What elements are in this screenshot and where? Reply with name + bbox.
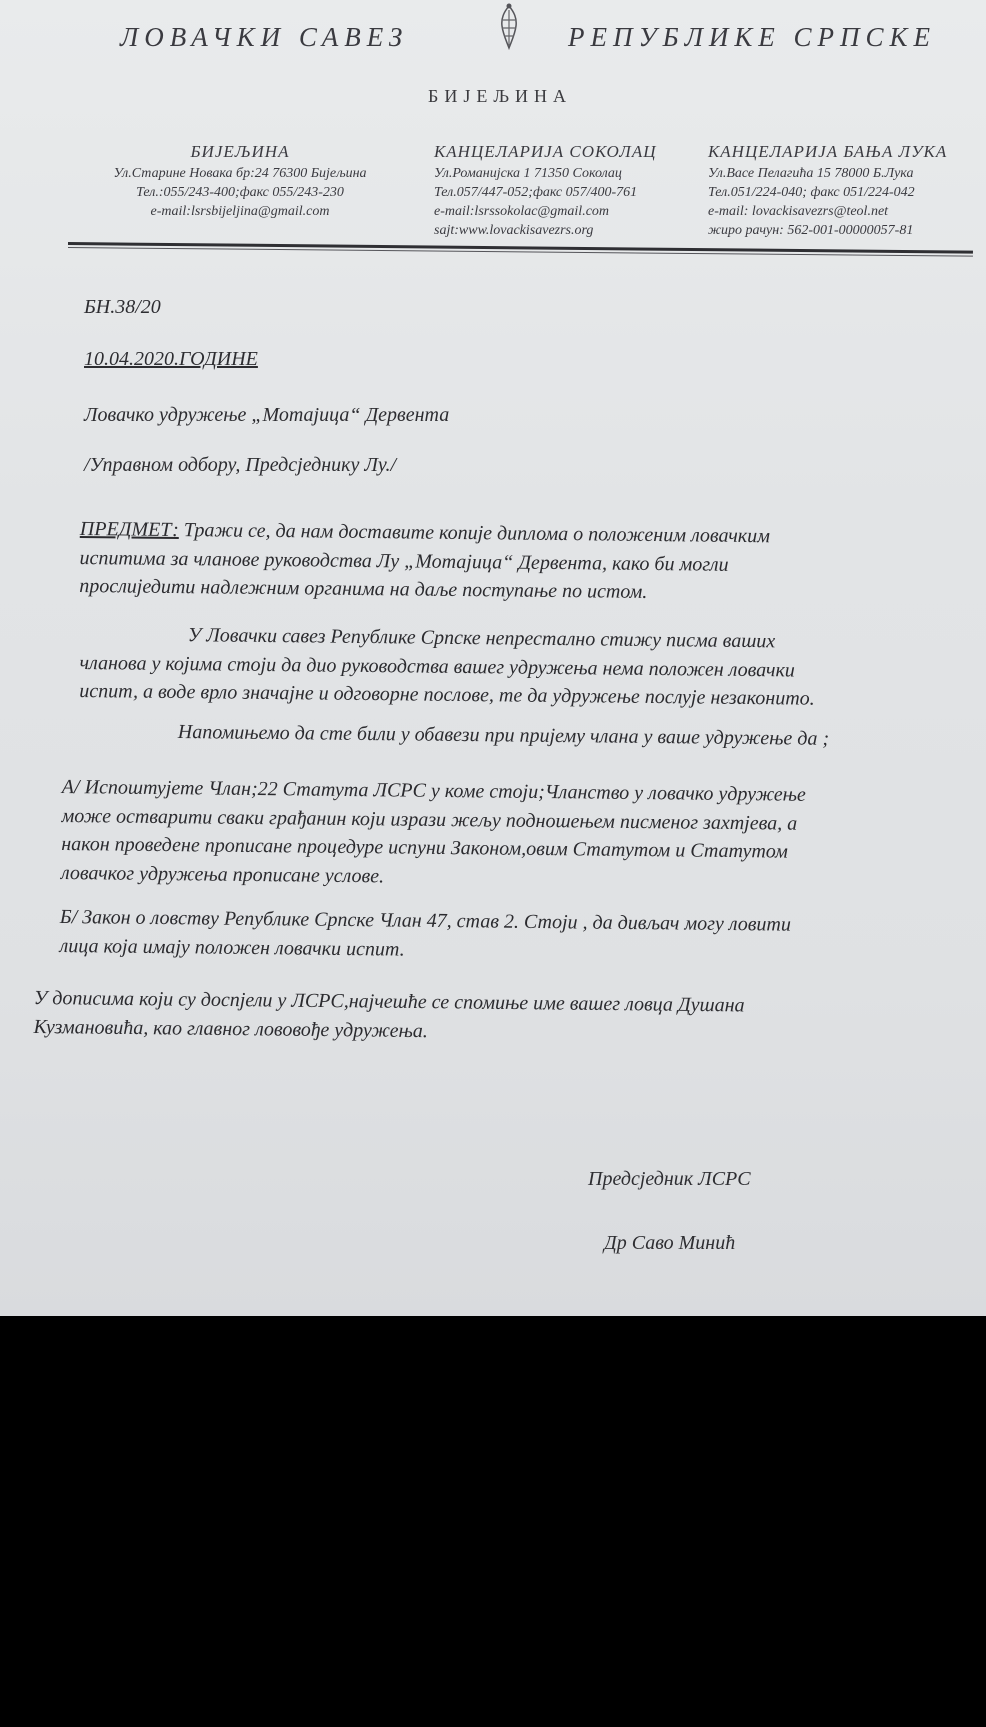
office-email: e-mail: lovackisavezrs@teol.net bbox=[708, 204, 889, 219]
letterhead-org-left: ЛОВАЧКИ САВЕЗ bbox=[120, 22, 409, 52]
subject-line: Тражи се, да нам доставите копије диплома о положеним ловачким bbox=[178, 519, 771, 548]
paragraph-b bbox=[59, 903, 900, 969]
letterhead-city: БИЈЕЉИНА bbox=[428, 86, 573, 106]
paragraph-1 bbox=[79, 620, 920, 714]
subject-line: прослиједити надлежним органима на даље поступање по истом. bbox=[79, 574, 648, 603]
paragraph-line: након проведене прописане процедуре испуни Законом,овим Статутом и Статутом bbox=[61, 832, 788, 863]
paragraph-line: У Ловачки савез Републике Српске непрестално стижу писма ваших bbox=[187, 624, 776, 653]
letterhead-org-right: РЕПУБЛИКЕ СРПСКЕ bbox=[568, 22, 936, 52]
office-phone: Тел.051/224-040; факс 051/224-042 bbox=[708, 185, 915, 200]
paragraph-line: Напомињемо да сте били у обавези при пријему члана у ваше удружење да ; bbox=[177, 720, 830, 750]
office-bijeljina bbox=[80, 142, 400, 221]
paragraph-line: лица која имају положен ловачки испит. bbox=[59, 934, 405, 961]
office-title: БИЈЕЉИНА bbox=[190, 142, 290, 161]
subject-line: испитима за чланове руководства Лу „Мотајица“ Дервента, како би могли bbox=[79, 546, 729, 576]
paragraph-c bbox=[33, 984, 874, 1050]
paragraph-line: испит, а воде врло значајне и одговорне послове, те да удружење послује незаконито. bbox=[79, 679, 815, 710]
paragraph-a bbox=[61, 773, 902, 896]
signature-name: Др Саво Минић bbox=[604, 1232, 736, 1254]
office-phone: Тел.057/447-052;факс 057/400-761 bbox=[434, 185, 638, 200]
signature-title: Предсједник ЛСРС bbox=[588, 1168, 751, 1190]
office-title: КАНЦЕЛАРИЈА СОКОЛАЦ bbox=[434, 142, 657, 161]
office-website: sajt:www.lovackisavezrs.org bbox=[434, 223, 594, 238]
office-address: Ул.Старине Новака бр:24 76300 Бијељина bbox=[113, 166, 367, 181]
subject-label: ПРЕДМЕТ: bbox=[79, 517, 179, 542]
paragraph-line: А/ Испоштујете Члан;22 Статута ЛСРС у коме стоји;Чланство у ловачко удружење bbox=[61, 775, 806, 806]
office-banja-luka bbox=[708, 142, 947, 240]
office-sokolac bbox=[434, 142, 657, 240]
office-email: e-mail:lsrssokolac@gmail.com bbox=[434, 204, 610, 219]
paragraph-2 bbox=[178, 718, 938, 754]
paragraph-line: У дописима који су доспјели у ЛСРС,најчешће се спомиње име вашег ловца Душана bbox=[33, 986, 745, 1017]
document-date: 10.04.2020.ГОДИНЕ bbox=[84, 348, 258, 370]
recipient-sub: /Управном одбору, Предсједнику Лу./ bbox=[84, 454, 397, 476]
office-address: Ул.Васе Пелагића 15 78000 Б.Лука bbox=[708, 166, 914, 181]
office-phone: Тел.:055/243-400;факс 055/243-230 bbox=[136, 185, 344, 200]
paragraph-line: може остварити сваки грађанин који изрази жељу подношењем писменог захтјева, а bbox=[61, 804, 798, 835]
office-email: e-mail:lsrsbijeljina@gmail.com bbox=[150, 204, 330, 219]
office-title: КАНЦЕЛАРИЈА БАЊА ЛУКА bbox=[708, 142, 948, 161]
subject-paragraph bbox=[79, 515, 920, 609]
document-number: БН.38/20 bbox=[84, 296, 161, 318]
paragraph-line: ловачког удружења прописане услове. bbox=[60, 861, 385, 887]
coat-of-arms-emblem bbox=[492, 2, 526, 54]
paragraph-line: Кузмановића, као главног лововође удружења. bbox=[33, 1015, 428, 1042]
paragraph-line: Б/ Закон о ловству Републике Српске Члан 47, став 2. Стоји , да дивљач могу ловити bbox=[59, 905, 792, 936]
office-address: Ул.Романијска 1 71350 Соколац bbox=[434, 166, 622, 181]
office-bank-account: жиро рачун: 562-001-00000057-81 bbox=[708, 223, 914, 238]
paragraph-line: чланова у којима стоји да дио руководства вашег удружења нема положен ловачки bbox=[79, 651, 796, 681]
recipient: Ловачко удружење „Мотајица“ Дервента bbox=[84, 404, 450, 426]
